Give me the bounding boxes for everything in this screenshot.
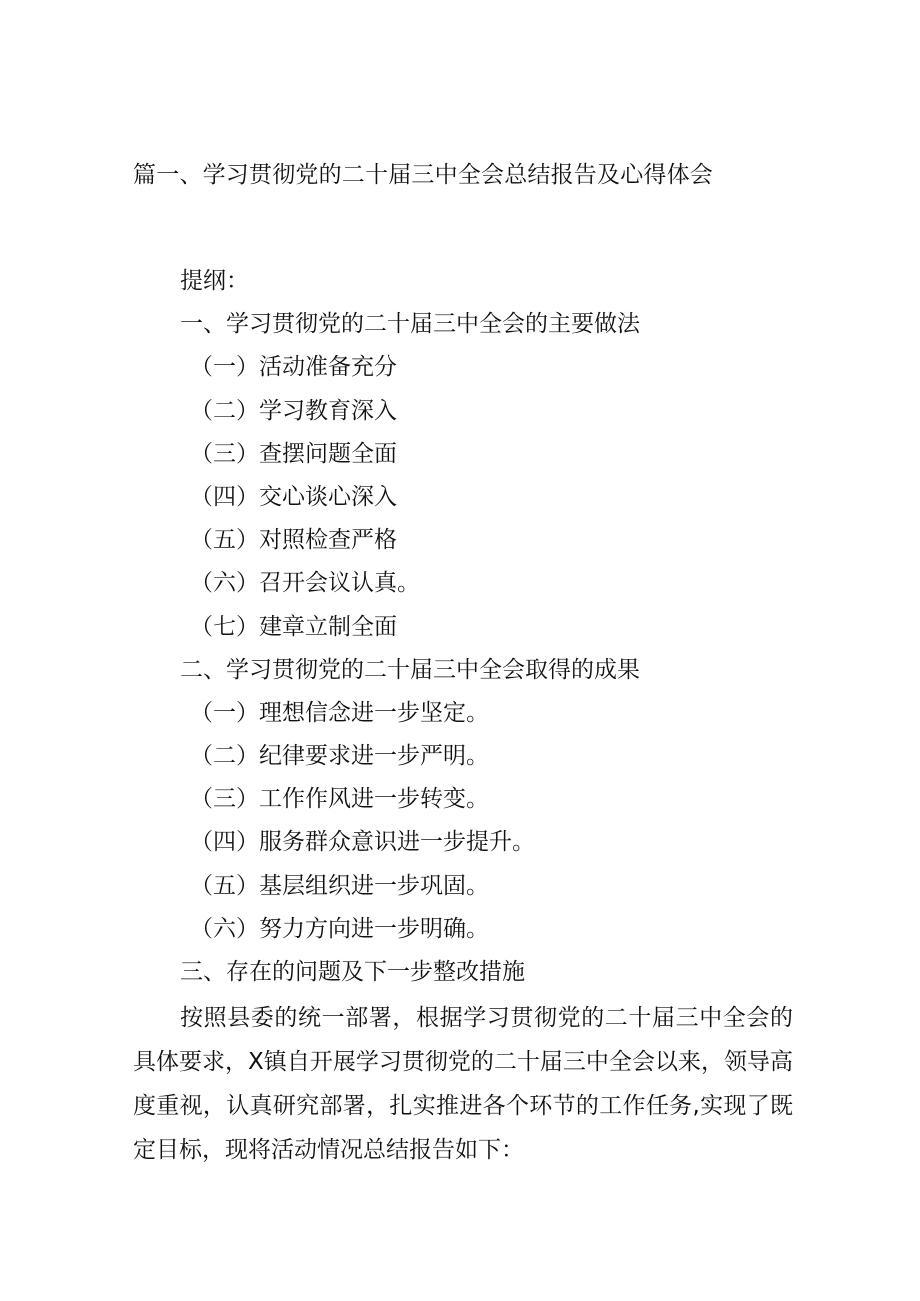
list-item: （一）理想信念进一步坚定。 [190,699,489,726]
section-heading: 三、存在的问题及下一步整改措施 [180,959,525,985]
outline [0,260,920,994]
section-heading: 二、学习贯彻党的二十届三中全会取得的成果 [180,656,640,683]
list-item: （一）活动准备充分 [190,354,397,381]
list-item: （三）查摆问题全面 [190,440,397,467]
list-item: （四）服务群众意识进一步提升。 [190,829,535,856]
list-item: （五）对照检查严格 [190,527,397,554]
intro-paragraph: 按照县委的统一部署，根据学习贯彻党的二十届三中全会的具体要求，X镇自开展学习贯彻党的二十届三中全会以来，领导高度重视，认真研究部署，扎实推进各个环节的工作任务,实现了既定目标，现将活动情况总结报告如下： [133,1005,793,1163]
list-item: （二）纪律要求进一步严明。 [190,743,489,770]
outline-label: 提纲： [180,268,249,294]
list-item: （六）召开会议认真。 [190,570,420,597]
list-item: （七）建章立制全面 [190,613,397,640]
section-heading: 一、学习贯彻党的二十届三中全会的主要做法 [180,311,640,338]
list-item: （四）交心谈心深入 [190,483,397,510]
list-item: （三）工作作风进一步转变。 [190,786,489,813]
list-item: （六）努力方向进一步明确。 [190,915,489,942]
list-item: （五）基层组织进一步巩固。 [190,872,489,899]
list-item: （二）学习教育深入 [190,397,397,424]
document-title: 篇一、学习贯彻党的二十届三中全会总结报告及心得体会 [133,162,713,188]
